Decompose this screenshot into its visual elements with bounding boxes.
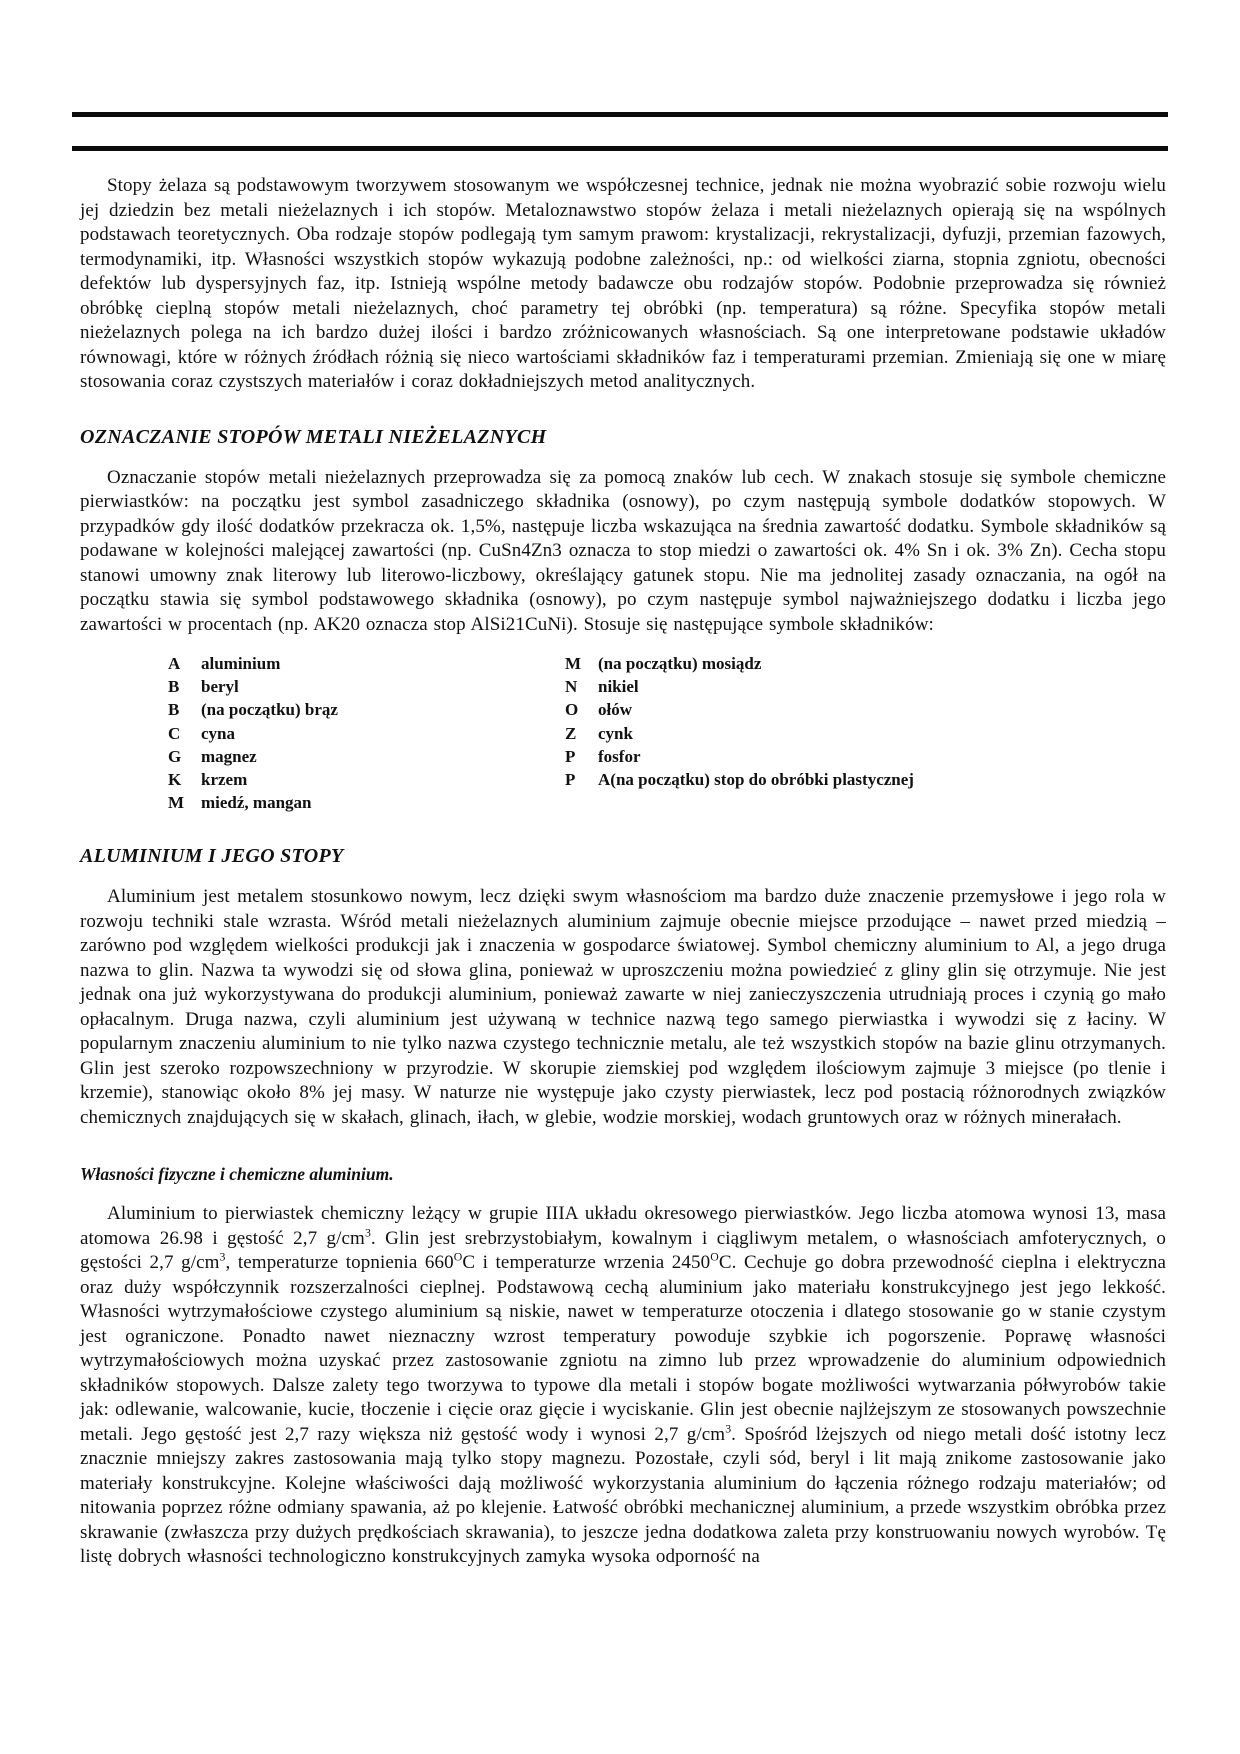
symbol-label: fosfor [598,746,641,766]
symbol-column-right [565,652,1166,814]
symbol-label: aluminium [201,654,281,673]
wlasnosci-paragraph: Aluminium to pierwiastek chemiczny leżący w grupie IIIA układu okresowego pierwiastków. Jego liczba atomowa wynosi 13, masa atomowa 26.98 i gęstość 2,7 $g/cm^3$. Glin jest srebrzystobiałym, kowalnym i ciągliwym metalem, o własnościach amfoterycznych, o gęstości 2,7 $g/cm^3$, temperaturze topnienia $660^OC$ i temperaturze wrzenia $2450^OC$. Cechuje go dobra przewodność cieplna i elektryczna oraz duży współczynnik rozszerzalności cieplnej. Podstawową cechą aluminium jako materiału konstrukcyjnego jest jego lekkość. Własności wytrzymałościowe czystego aluminium są niskie, nawet w temperaturze otoczenia i dlatego stosowanie go w stanie czystym jest ograniczone. Ponadto nawet nieznaczny wzrost temperatury powoduje szybkie ich pogorszenie. Poprawę własności wytrzymałościowych można uzyskać przez zastosowanie zgniotu na zimno lub przez wprowadzenie do aluminium odpowiednich składników stopowych. Dalsze zalety tego tworzywa to typowe dla metali i stopów bogate możliwości wytwarzania półwyrobów takie jak: odlewanie, walcowanie, kucie, tłoczenie i cięcie oraz gięcie i wyciskanie. Glin jest obecnie najlżejszym ze stosowanych powszechnie metali. Jego gęstość jest 2,7 razy większa niż gęstość wody i wynosi 2,7 $g/cm^3$. Spośród lżejszych od niego metali dość istotny lecz znacznie mniejszy zakres zastosowania mają tylko stopy magnezu. Pozostałe, czyli sód, beryl i lit mają znikome zastosowanie jako materiały konstrukcyjne. Kolejne właściwości dają możliwość wykorzystania aluminium do łączenia różnego rodzaju materiałów; od nitowania poprzez różne odmiany spawania, aż po klejenie. Łatwość obróbki mechanicznej aluminium, a przede wszystkim obróbka przez skrawanie (zwłaszcza przy dużych prędkościach skrawania), to jeszcze jedna dodatkowa zaleta przy konstruowaniu nowych wyrobów. Tę listę dobrych własności technologiczno konstrukcyjnych zamyka wysoka odporność na [80,1203,1167,1568]
symbol-letter: P [565,746,576,766]
symbol-row [565,745,1166,768]
symbol-label: A(na początku) stop do obróbki plastycznej [598,770,914,790]
symbol-letter: N [565,677,578,697]
header-rule-bottom [72,146,1168,151]
symbol-letter: O [565,700,579,720]
symbol-list [168,652,1166,814]
symbol-row [168,745,565,768]
symbol-row [168,791,565,814]
symbol-letter: B [168,677,180,697]
symbol-label: cyna [201,723,235,743]
symbol-row [565,675,1166,698]
symbol-letter: C [168,723,181,743]
subheading-wlasnosci-fizyczne: Własności fizyczne i chemiczne aluminium. [80,1164,394,1185]
symbol-letter: A [168,654,181,673]
symbol-label: (na początku) brąz [201,700,338,720]
symbol-row [168,652,565,675]
symbol-row [168,698,565,721]
symbol-letter: G [168,746,182,766]
symbol-letter: K [168,770,182,790]
page-content [80,174,1166,1570]
symbol-letter: M [565,654,582,673]
symbol-letter: M [168,793,185,813]
symbol-letter: B [168,700,180,720]
symbol-label: nikiel [598,677,639,697]
symbol-letter: P [565,770,576,790]
symbol-row [565,652,1166,675]
symbol-row [168,768,565,791]
symbol-row [565,768,1166,791]
symbol-row [168,722,565,745]
symbol-row [168,675,565,698]
section-heading-oznaczanie: OZNACZANIE STOPÓW METALI NIEŻELAZNYCH [80,425,547,448]
header-rule-top [72,112,1168,117]
symbol-letter: Z [565,723,577,743]
symbol-label: miedź, mangan [201,793,312,813]
symbol-label: cynk [598,723,633,743]
symbol-label: magnez [201,746,257,766]
symbol-label: beryl [201,677,239,697]
symbol-label: krzem [201,770,248,790]
symbol-label: (na początku) mosiądz [598,654,762,673]
symbol-row [565,698,1166,721]
aluminium-paragraph: Aluminium jest metalem stosunkowo nowym, lecz dzięki swym własnościom ma bardzo duże znaczenie przemysłowe i jego rola w rozwoju techniki stale wzrasta. Wśród metali nieżelaznych aluminium zajmuje obecnie miejsce przodujące – nawet przed miedzią – zarówno pod względem wielkości produkcji jak i znaczenia w gospodarce światowej. Symbol chemiczny aluminium to Al, a jego druga nazwa to glin. Nazwa ta wywodzi się od słowa glina, ponieważ w uproszczeniu można powiedzieć z gliny glin się otrzymuje. Nie jest jednak ona już wykorzystywana do produkcji aluminium, ponieważ zawarte w niej zanieczyszczenia utrudniają proces i czynią go mało opłacalnym. Druga nazwa, czyli aluminium jest używaną w technice nazwą tego samego pierwiastka i wywodzi się z łaciny. W popularnym znaczeniu aluminium to nie tylko nazwa czystego technicznie metalu, ale też wszystkich stopów na bazie glinu otrzymanych. Glin jest szeroko rozpowszechniony w przyrodzie. W skorupie ziemskiej pod względem ilościowym zajmuje 3 miejsce (po tlenie i krzemie), stanowiąc około 8% jej masy. W naturze nie występuje jako czysty pierwiastek, lecz pod postacią różnorodnych związków chemicznych znajdujących się w skałach, glinach, iłach, w glebie, wodzie morskiej, wodach gruntowych oraz w różnych minerałach. [80,886,1166,1128]
symbol-row [565,722,1166,745]
oznaczanie-paragraph: Oznaczanie stopów metali nieżelaznych przeprowadza się za pomocą znaków lub cech. W znakach stosuje się symbole chemiczne pierwiastków: na początku jest symbol zasadniczego składnika (osnowy), po czym następują symbole dodatków stopowych. W przypadków gdy ilość dodatków przekracza ok. 1,5%, następuje liczba wskazująca na średnia zawartość dodatku. Symbole składników są podawane w kolejności malejącej zawartości (np. CuSn4Zn3 oznacza to stop miedzi o zawartości ok. 4% Sn i ok. 3% Zn). Cecha stopu stanowi umowny znak literowy lub literowo-liczbowy, określający gatunek stopu. Nie ma jednolitej zasady oznaczania, na ogół na początku stawia się symbol podstawowego składnika (osnowy), po czym następuje symbol najważniejszego dodatku i liczba jego zawartości w procentach (np. AK20 oznacza stop AlSi21CuNi). Stosuje się następujące symbole składników: [80,466,1166,635]
section-heading-aluminium: ALUMINIUM I JEGO STOPY [80,845,344,868]
symbol-column-left [168,652,565,814]
symbol-label: ołów [598,700,632,720]
intro-paragraph: Stopy żelaza są podstawowym tworzywem stosowanym we współczesnej technice, jednak nie można wyobrazić sobie rozwoju wielu jej dziedzin bez metali nieżelaznych i ich stopów. Metaloznawstwo stopów żelaza i metali nieżelaznych opierają się na wspólnych podstawach teoretycznych. Oba rodzaje stopów podlegają tym samym prawom: krystalizacji, rekrystalizacji, dyfuzji, przemian fazowych, termodynamiki, itp. Własności wszystkich stopów wykazują podobne zależności, np.: od wielkości ziarna, stopnia zgniotu, obecności defektów lub dyspersyjnych faz, itp. Istnieją wspólne metody badawcze obu rodzajów stopów. Podobnie przeprowadza się również obróbkę cieplną stopów metali nieżelaznych, choć parametry tej obróbki (np. temperatura) są różne. Specyfika stopów metali nieżelaznych polega na ich bardzo dużej ilości i bardzo zróżnicowanych własnościach. Są one interpretowane podstawie układów równowagi, które w różnych źródłach różnią się nieco wartościami składników faz i temperaturami przemian. Zmieniają się one w miarę stosowania coraz czystszych materiałów i coraz dokładniejszych metod analitycznych. [80,175,1166,392]
